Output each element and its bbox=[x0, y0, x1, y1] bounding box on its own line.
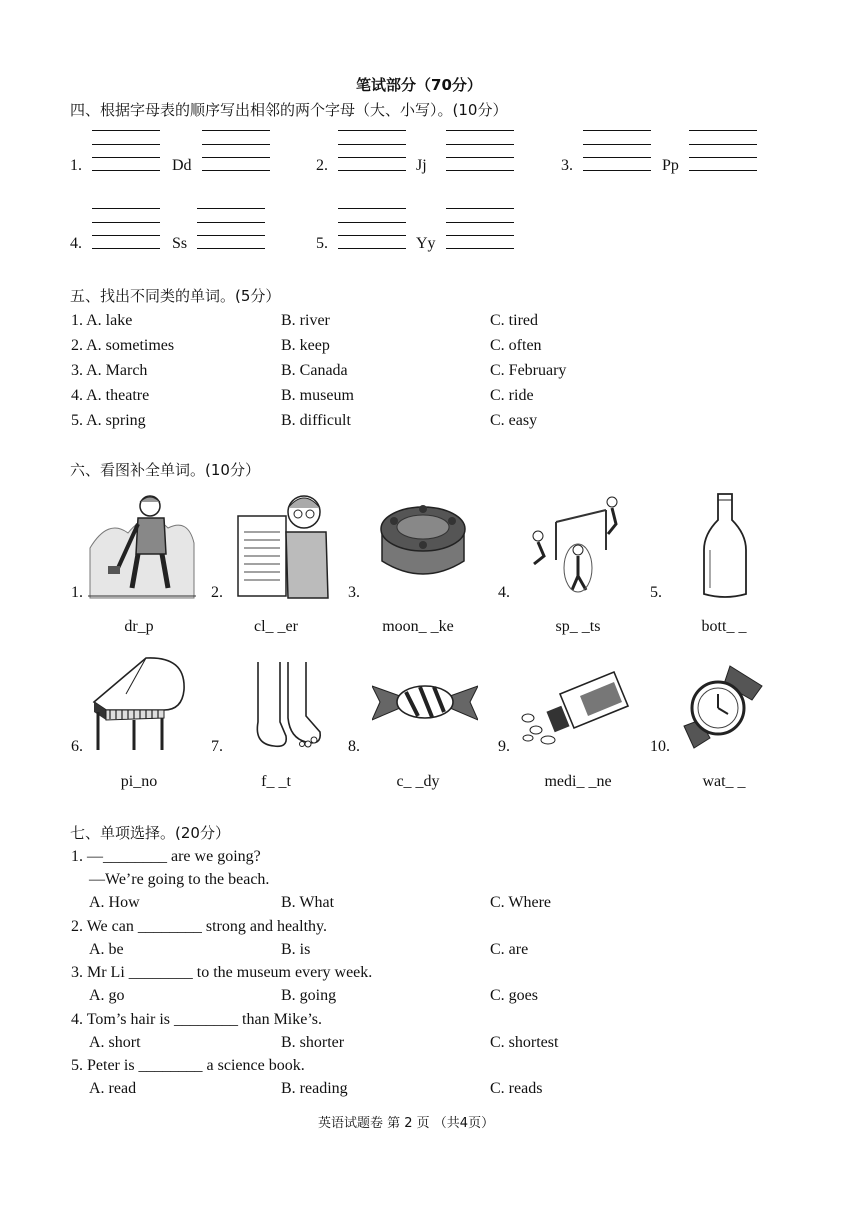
writing-line bbox=[92, 130, 160, 131]
choice-b: B. reading bbox=[281, 1080, 348, 1097]
letter-item-number: 2. bbox=[316, 157, 328, 174]
writing-line bbox=[92, 144, 160, 145]
page-footer: 英语试题卷 第 2 页 （共4页） bbox=[318, 1116, 495, 1131]
option-b: B. Canada bbox=[281, 362, 348, 379]
section-7-heading: 七、单项选择。(20分） bbox=[70, 824, 230, 842]
section-6-heading: 六、看图补全单词。(10分） bbox=[70, 461, 260, 479]
partial-word: moon_ _ke bbox=[382, 618, 454, 635]
writing-line bbox=[689, 130, 757, 131]
letter-item-number: 5. bbox=[316, 235, 328, 252]
option-a: 5. A. spring bbox=[71, 412, 146, 429]
question-reply: —We’re going to the beach. bbox=[89, 871, 270, 888]
picture-item-number: 5. bbox=[650, 584, 662, 601]
given-letter: Yy bbox=[416, 235, 436, 252]
choice-b: B. going bbox=[281, 987, 337, 1004]
choice-b: B. is bbox=[281, 940, 311, 958]
given-letter: Jj bbox=[416, 157, 427, 174]
option-c: C. February bbox=[490, 362, 567, 379]
boy-dropping-litter-icon bbox=[88, 488, 196, 600]
writing-line bbox=[338, 248, 406, 249]
writing-line bbox=[197, 235, 265, 236]
writing-line bbox=[338, 208, 406, 209]
writing-line bbox=[689, 157, 757, 158]
writing-line bbox=[689, 170, 757, 171]
choice-c: C. reads bbox=[490, 1080, 543, 1097]
option-c: C. ride bbox=[490, 387, 534, 404]
option-b: B. keep bbox=[281, 337, 330, 354]
mooncake-icon bbox=[374, 495, 472, 583]
writing-line bbox=[92, 235, 160, 236]
partial-word: dr_p bbox=[124, 618, 154, 635]
boy-holding-paper-icon bbox=[232, 488, 332, 600]
choice-b: B. shorter bbox=[281, 1033, 345, 1051]
writing-line bbox=[446, 157, 514, 158]
partial-word: sp_ _ts bbox=[555, 618, 601, 635]
writing-line bbox=[446, 144, 514, 145]
page-title: 笔试部分（70分） bbox=[356, 76, 482, 94]
question-text: 4. Tom’s hair is ________ than Mike’s. bbox=[71, 1010, 323, 1028]
choice-c: C. goes bbox=[490, 987, 538, 1004]
letter-item-number: 1. bbox=[70, 157, 82, 174]
given-letter: Dd bbox=[172, 157, 192, 174]
option-b: B. river bbox=[281, 312, 330, 329]
piano-icon bbox=[86, 650, 190, 754]
choice-a: A. short bbox=[89, 1033, 141, 1051]
writing-line bbox=[583, 130, 651, 131]
writing-line bbox=[197, 222, 265, 223]
writing-line bbox=[446, 208, 514, 209]
given-letter: Ss bbox=[172, 235, 188, 252]
option-b: B. museum bbox=[281, 387, 354, 404]
writing-line bbox=[446, 248, 514, 249]
section-5-heading: 五、找出不同类的单词。(5分） bbox=[70, 287, 281, 305]
writing-line bbox=[92, 157, 160, 158]
option-a: 4. A. theatre bbox=[71, 387, 150, 404]
option-a: 2. A. sometimes bbox=[71, 337, 175, 354]
writing-line bbox=[92, 208, 160, 209]
writing-line bbox=[338, 130, 406, 131]
picture-item-number: 4. bbox=[498, 584, 510, 601]
option-b: B. difficult bbox=[281, 412, 351, 429]
option-c: C. tired bbox=[490, 312, 538, 329]
option-c: C. often bbox=[490, 337, 542, 354]
partial-word: c_ _dy bbox=[396, 773, 440, 790]
writing-line bbox=[583, 157, 651, 158]
picture-item-number: 1. bbox=[71, 584, 83, 601]
writing-line bbox=[338, 235, 406, 236]
choice-a: A. read bbox=[89, 1080, 137, 1097]
feet-icon bbox=[244, 662, 324, 754]
writing-line bbox=[446, 170, 514, 171]
choice-b: B. What bbox=[281, 894, 335, 911]
option-a: 3. A. March bbox=[71, 362, 148, 379]
picture-item-number: 2. bbox=[211, 584, 223, 601]
writing-line bbox=[197, 248, 265, 249]
writing-line bbox=[202, 130, 270, 131]
question-text: 3. Mr Li ________ to the museum every week. bbox=[71, 964, 373, 981]
watch-icon bbox=[680, 662, 766, 752]
question-text: 1. —________ are we going? bbox=[71, 848, 261, 865]
writing-line bbox=[583, 144, 651, 145]
writing-line bbox=[338, 170, 406, 171]
choice-a: A. go bbox=[89, 987, 125, 1004]
partial-word: cl_ _er bbox=[254, 618, 298, 635]
writing-line bbox=[92, 222, 160, 223]
choice-c: C. are bbox=[490, 940, 529, 958]
writing-line bbox=[197, 208, 265, 209]
children-sports-icon bbox=[516, 490, 632, 596]
writing-line bbox=[338, 144, 406, 145]
writing-line bbox=[446, 130, 514, 131]
bottle-icon bbox=[700, 490, 750, 600]
writing-line bbox=[689, 144, 757, 145]
picture-item-number: 3. bbox=[348, 584, 360, 601]
choice-c: C. Where bbox=[490, 894, 552, 911]
writing-line bbox=[92, 170, 160, 171]
writing-line bbox=[202, 157, 270, 158]
writing-line bbox=[446, 222, 514, 223]
letter-item-number: 4. bbox=[70, 235, 82, 252]
option-a: 1. A. lake bbox=[71, 312, 133, 329]
partial-word: medi_ _ne bbox=[544, 773, 612, 790]
partial-word: pi_no bbox=[120, 773, 158, 790]
letter-item-number: 3. bbox=[561, 157, 573, 174]
writing-line bbox=[446, 235, 514, 236]
question-text: 2. We can ________ strong and healthy. bbox=[71, 917, 327, 935]
writing-line bbox=[583, 170, 651, 171]
picture-item-number: 8. bbox=[348, 738, 360, 755]
choice-a: A. be bbox=[89, 940, 124, 958]
writing-line bbox=[338, 222, 406, 223]
picture-item-number: 10. bbox=[650, 738, 670, 755]
candy-icon bbox=[372, 678, 478, 726]
question-text: 5. Peter is ________ a science book. bbox=[71, 1057, 305, 1074]
partial-word: wat_ _ bbox=[702, 773, 746, 790]
partial-word: f_ _t bbox=[261, 773, 291, 790]
writing-line bbox=[202, 144, 270, 145]
option-c: C. easy bbox=[490, 412, 538, 429]
given-letter: Pp bbox=[662, 157, 679, 174]
medicine-bottle-icon bbox=[518, 668, 630, 750]
choice-a: A. How bbox=[89, 894, 140, 911]
picture-item-number: 6. bbox=[71, 738, 83, 755]
section-4-heading: 四、根据字母表的顺序写出相邻的两个字母（大、小写）。(10分） bbox=[70, 101, 508, 119]
partial-word: bott_ _ bbox=[701, 618, 747, 635]
writing-line bbox=[202, 170, 270, 171]
picture-item-number: 9. bbox=[498, 738, 510, 755]
picture-item-number: 7. bbox=[211, 738, 223, 755]
writing-line bbox=[92, 248, 160, 249]
writing-line bbox=[338, 157, 406, 158]
choice-c: C. shortest bbox=[490, 1033, 559, 1051]
